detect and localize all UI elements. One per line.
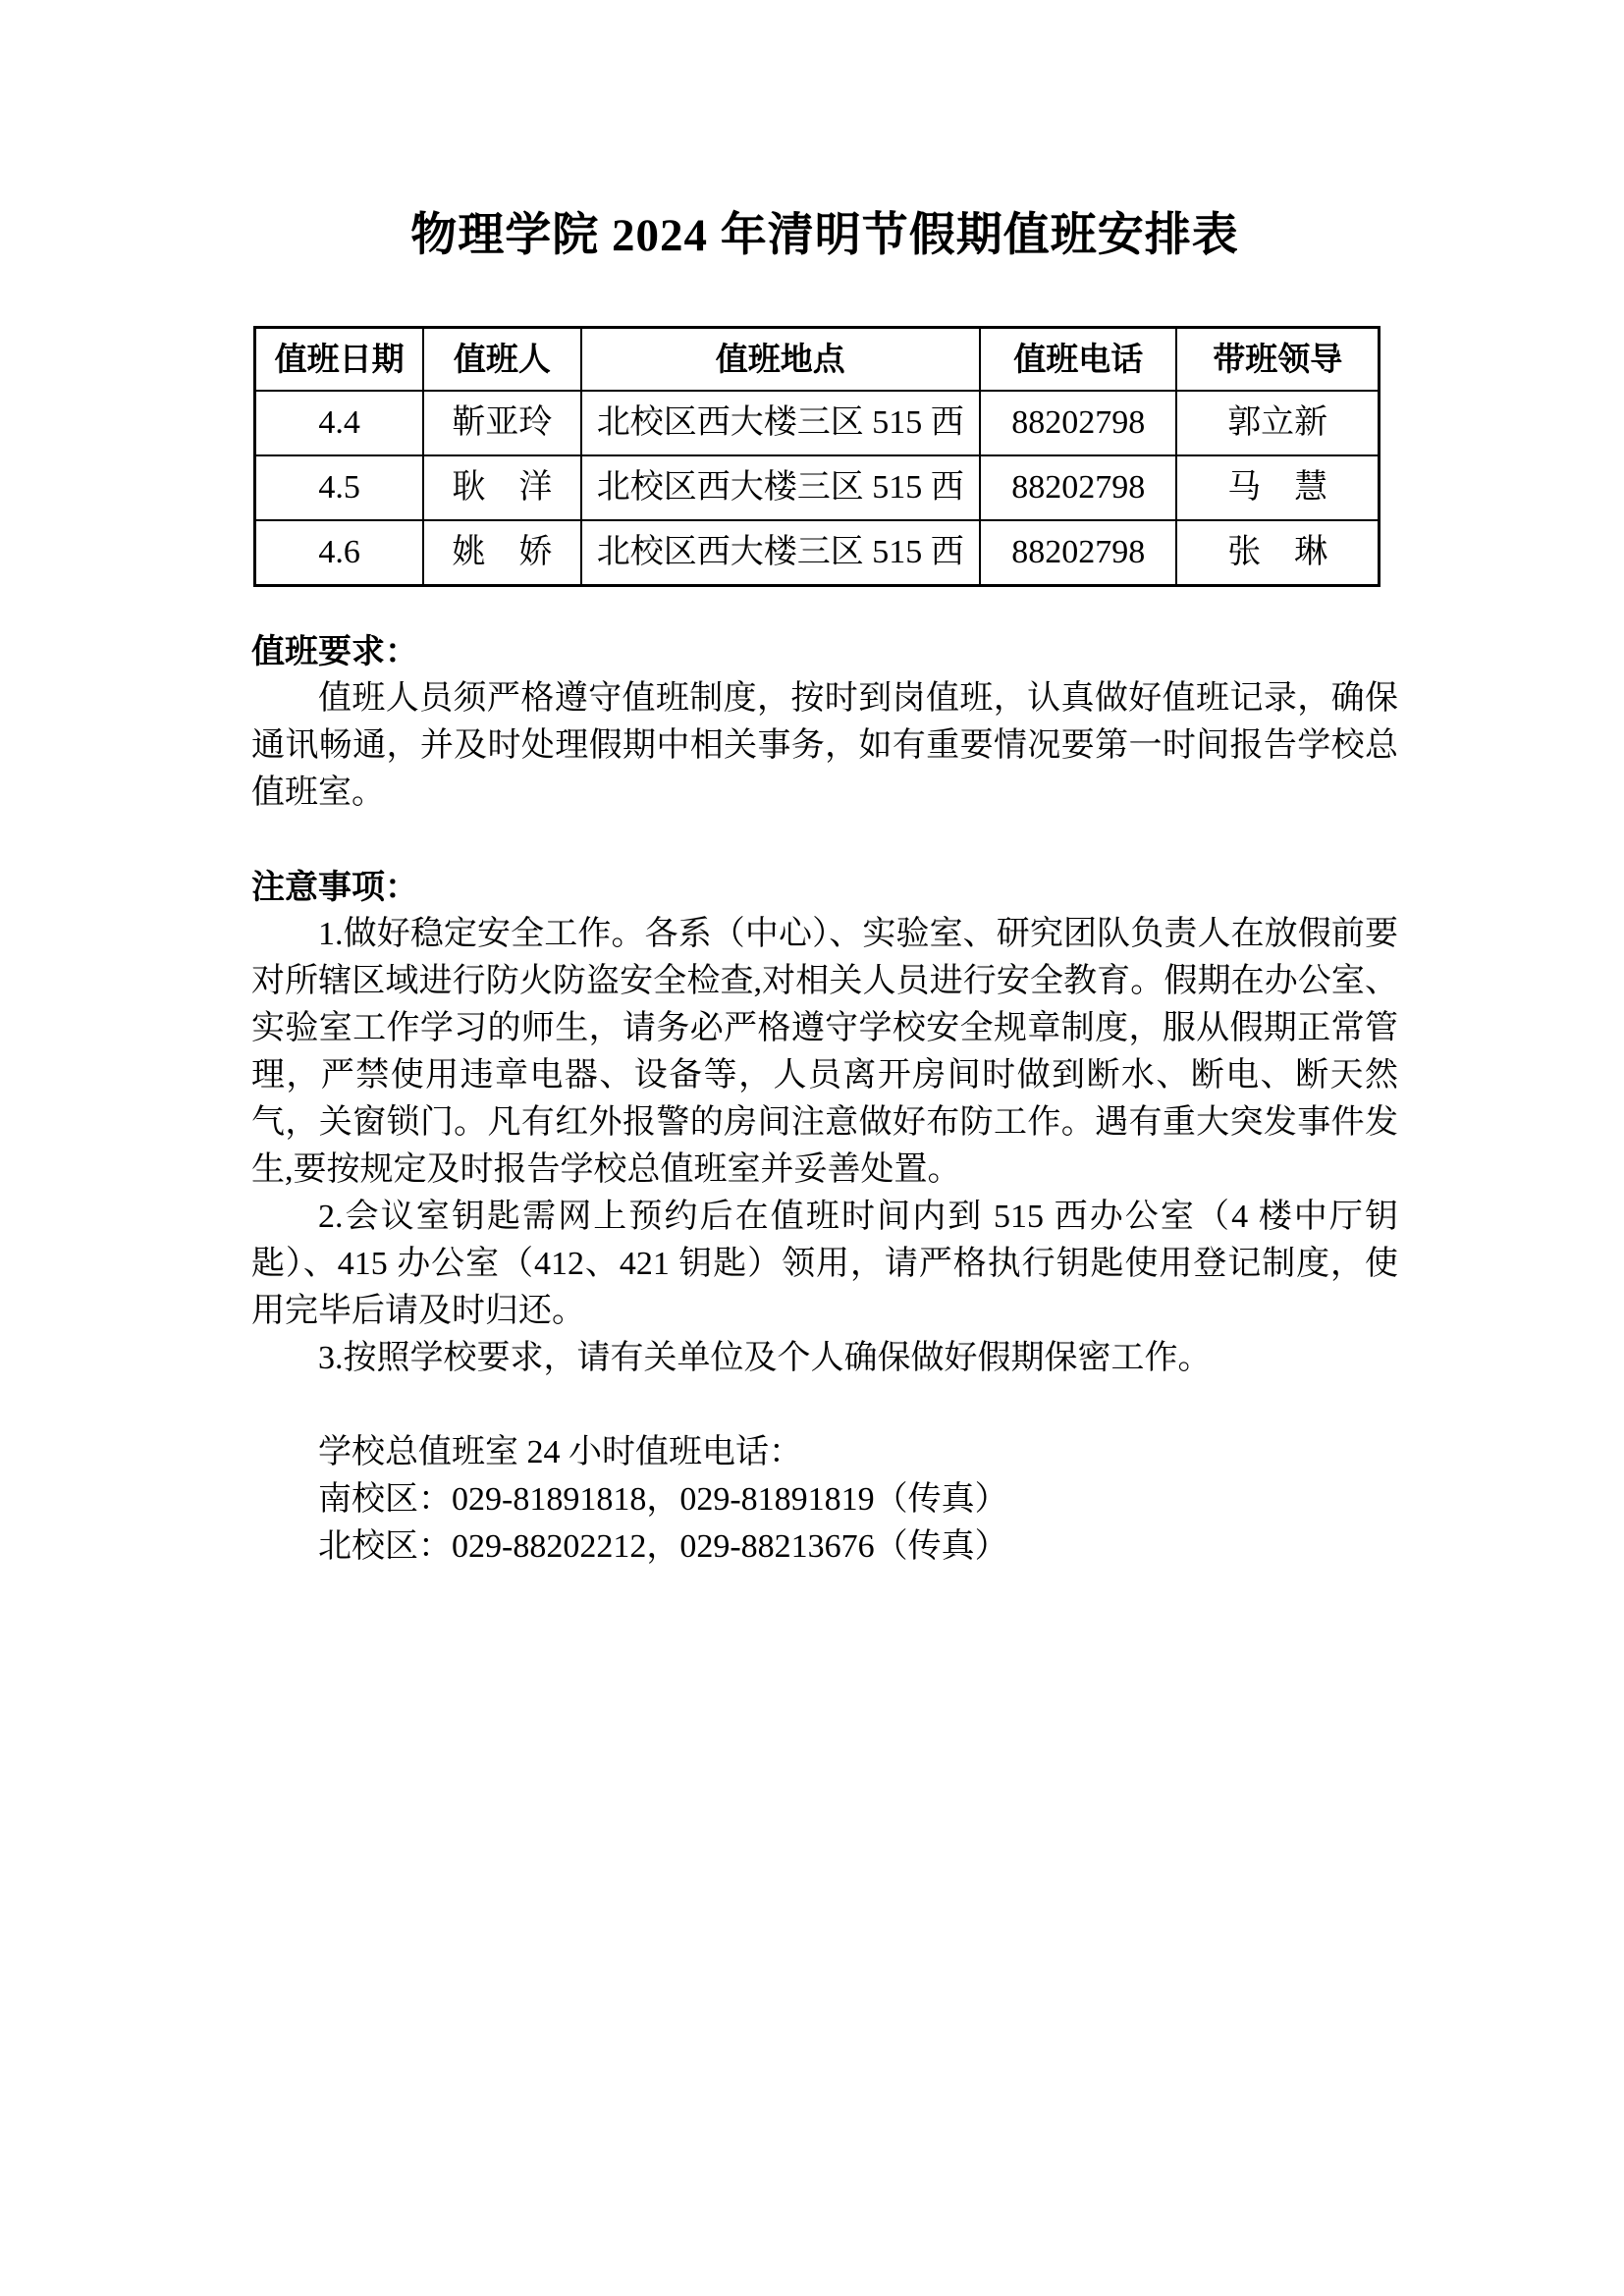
page-title: 物理学院 2024 年清明节假期值班安排表 bbox=[410, 210, 1239, 261]
cell-duty-date: 4.4 bbox=[255, 391, 424, 455]
hotline-north-campus: 北校区：029-88202212，029-88213676（传真） bbox=[318, 1528, 1008, 1565]
cell-duty-date: 4.5 bbox=[255, 455, 424, 520]
note-item-1: 1.做好稳定安全工作。各系（中心）、实验室、研究团队负责人在放假前要对所辖区域进行防火防盗安全检查,对相关人员进行安全教育。假期在办公室、实验室工作学习的师生，请务必严格遵守学校安全规章制度，服从假期正常管理，严禁使用违章电器、设备等，人员离开房间时做到断水、断电、断天然气，关窗锁门。凡有红外报警的房间注意做好布防工作。遇有重大突发事件发生,要按规定及时报告学校总值班室并妥善处置。 bbox=[251, 916, 1398, 1188]
note-item-2: 2.会议室钥匙需网上预约后在值班时间内到 515 西办公室（4 楼中厅钥匙）、415 办公室（412、421 钥匙）领用，请严格执行钥匙使用登记制度，使用完毕后请及时归还。 bbox=[251, 1199, 1398, 1329]
hotline-intro: 学校总值班室 24 小时值班电话： bbox=[318, 1434, 802, 1470]
duty-table bbox=[253, 326, 1380, 587]
requirements-body: 值班人员须严格遵守值班制度，按时到岗值班，认真做好值班记录，确保通讯畅通，并及时处理假期中相关事务，如有重要情况要第一时间报告学校总值班室。 bbox=[251, 680, 1398, 811]
cell-duty-phone: 88202798 bbox=[980, 455, 1176, 520]
table-row bbox=[255, 391, 1380, 455]
note-item-3: 3.按照学校要求，请有关单位及个人确保做好假期保密工作。 bbox=[318, 1340, 1212, 1376]
cell-duty-phone: 88202798 bbox=[980, 391, 1176, 455]
col-header-duty-leader: 带班领导 bbox=[1176, 328, 1379, 392]
cell-duty-person: 耿 洋 bbox=[423, 455, 580, 520]
cell-duty-place: 北校区西大楼三区 515 西 bbox=[581, 520, 980, 586]
hotline-section bbox=[251, 1429, 1398, 1571]
hotline-south-campus: 南校区：029-81891818，029-81891819（传真） bbox=[318, 1481, 1008, 1518]
col-header-duty-place: 值班地点 bbox=[581, 328, 980, 392]
cell-duty-leader: 马 慧 bbox=[1176, 455, 1379, 520]
col-header-duty-person: 值班人 bbox=[423, 328, 580, 392]
col-header-duty-phone: 值班电话 bbox=[980, 328, 1176, 392]
requirements-heading: 值班要求： bbox=[251, 633, 418, 670]
duty-requirements-section bbox=[251, 628, 1398, 817]
cell-duty-phone: 88202798 bbox=[980, 520, 1176, 586]
notes-heading: 注意事项： bbox=[251, 869, 418, 906]
notes-section bbox=[251, 864, 1398, 1382]
cell-duty-leader: 郭立新 bbox=[1176, 391, 1379, 455]
cell-duty-place: 北校区西大楼三区 515 西 bbox=[581, 455, 980, 520]
table-row bbox=[255, 455, 1380, 520]
cell-duty-person: 靳亚玲 bbox=[423, 391, 580, 455]
table-row bbox=[255, 520, 1380, 586]
cell-duty-date: 4.6 bbox=[255, 520, 424, 586]
cell-duty-person: 姚 娇 bbox=[423, 520, 580, 586]
table-header-row bbox=[255, 328, 1380, 392]
col-header-duty-date: 值班日期 bbox=[255, 328, 424, 392]
cell-duty-place: 北校区西大楼三区 515 西 bbox=[581, 391, 980, 455]
cell-duty-leader: 张 琳 bbox=[1176, 520, 1379, 586]
